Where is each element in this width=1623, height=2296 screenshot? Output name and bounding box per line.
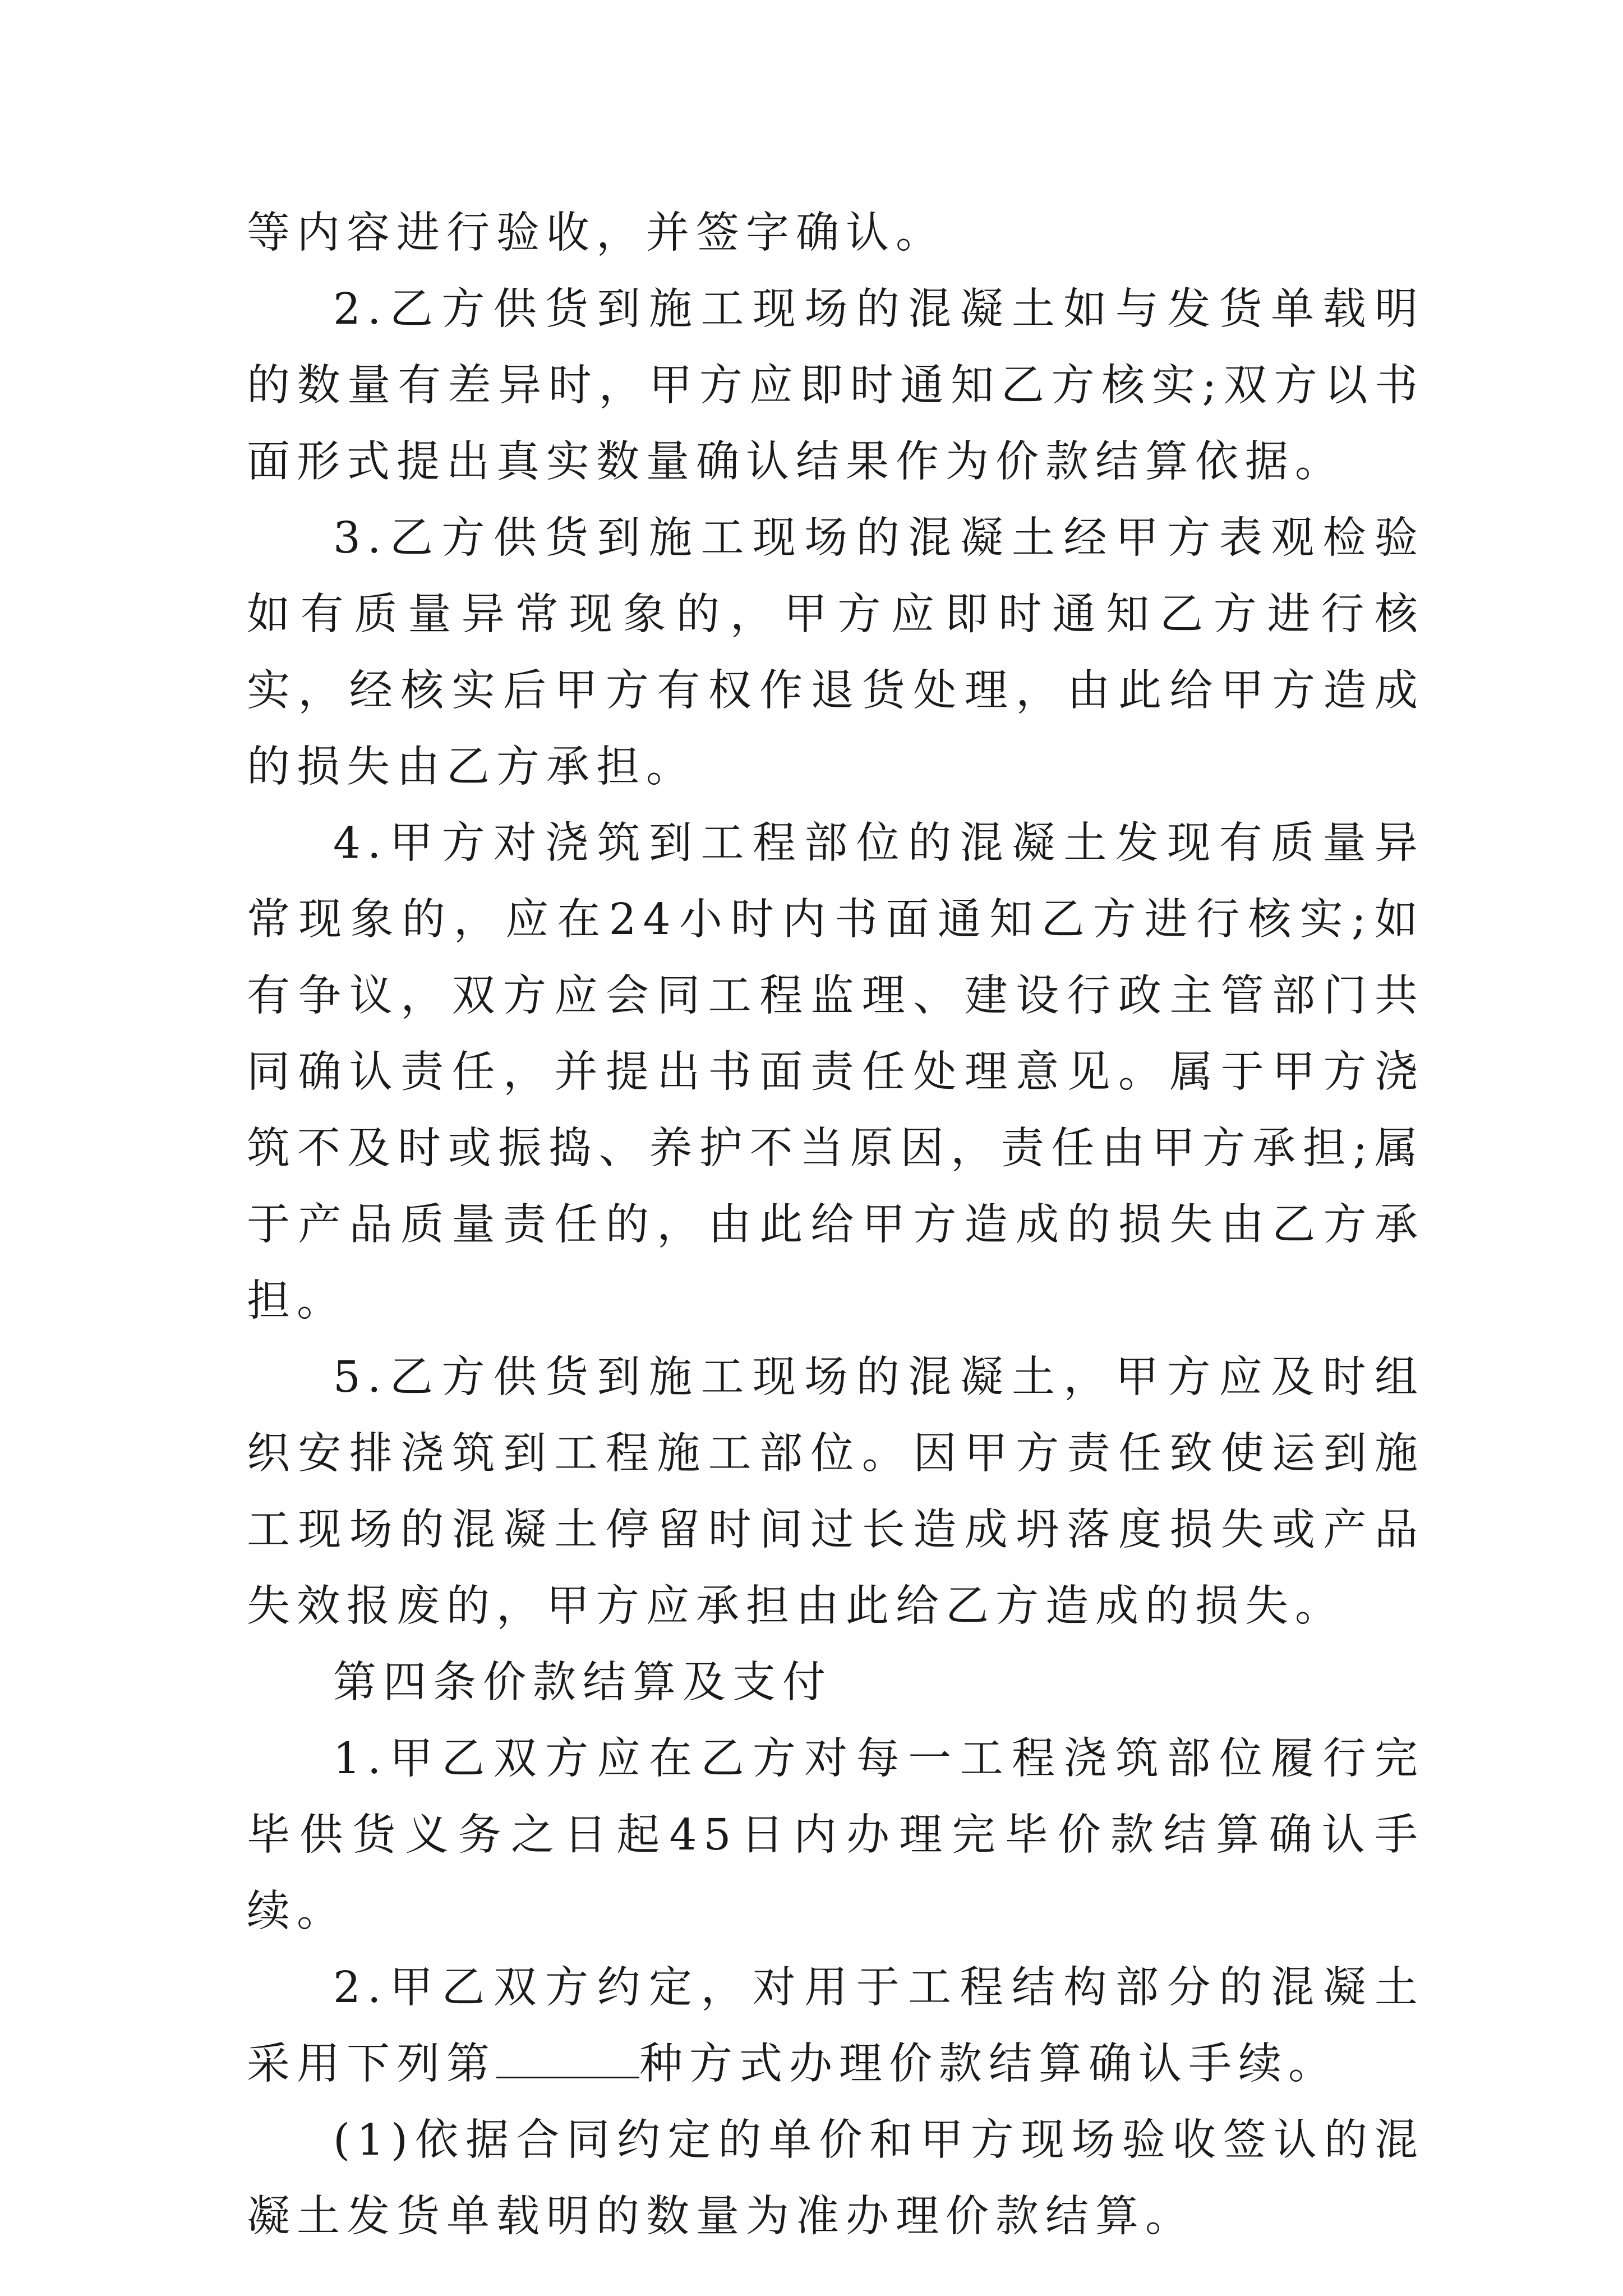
fill-in-blank[interactable] xyxy=(496,2037,639,2078)
paragraph-settlement-option-1: (1)依据合同约定的单价和甲方现场验收签认的混凝土发货单载明的数量为准办理价款结算。 xyxy=(247,2115,1424,2242)
paragraph-quantity-discrepancy: 2.乙方供货到施工现场的混凝土如与发货单载明的数量有差异时，甲方应即时通知乙方核实;双方以书面形式提出真实数量确认结果作为价款结算依据。 xyxy=(247,284,1424,487)
paragraph-pouring-quality: 4.甲方对浇筑到工程部位的混凝土发现有质量异常现象的，应在24小时内书面通知乙方进行核实;如有争议，双方应会同工程监理、建设行政主管部门共同确认责任，并提出书面责任处理意见。属于甲方浇筑不及时或振捣、养护不当原因，责任由甲方承担;属于产品质量责任的，由此给甲方造成的损失由乙方承担。 xyxy=(247,818,1424,1326)
paragraph-settlement-method xyxy=(247,1950,1424,2102)
paragraph-inspection-end: 等内容进行验收，并签字确认。 xyxy=(247,208,946,258)
paragraph-pouring-arrangement: 5.乙方供货到施工现场的混凝土，甲方应及时组织安排浇筑到工程施工部位。因甲方责任致使运到施工现场的混凝土停留时间过长造成坍落度损失或产品失效报废的，甲方应承担由此给乙方造成的损失。 xyxy=(247,1352,1424,1631)
document-body xyxy=(247,195,1424,2255)
settlement-method-text-before: 2.甲乙双方约定，对用于工程结构部分的混凝土采用下列第 xyxy=(247,1963,1424,2089)
section-heading-article-4: 第四条价款结算及支付 xyxy=(333,1658,832,1708)
settlement-method-text-after: 种方式办理价款结算确认手续。 xyxy=(639,2039,1338,2089)
paragraph-quality-anomaly: 3.乙方供货到施工现场的混凝土经甲方表观检验如有质量异常现象的，甲方应即时通知乙方进行核实，经核实后甲方有权作退货处理，由此给甲方造成的损失由乙方承担。 xyxy=(247,513,1424,792)
paragraph-settlement-deadline: 1.甲乙双方应在乙方对每一工程浇筑部位履行完毕供货义务之日起45日内办理完毕价款结算确认手续。 xyxy=(247,1734,1424,1936)
